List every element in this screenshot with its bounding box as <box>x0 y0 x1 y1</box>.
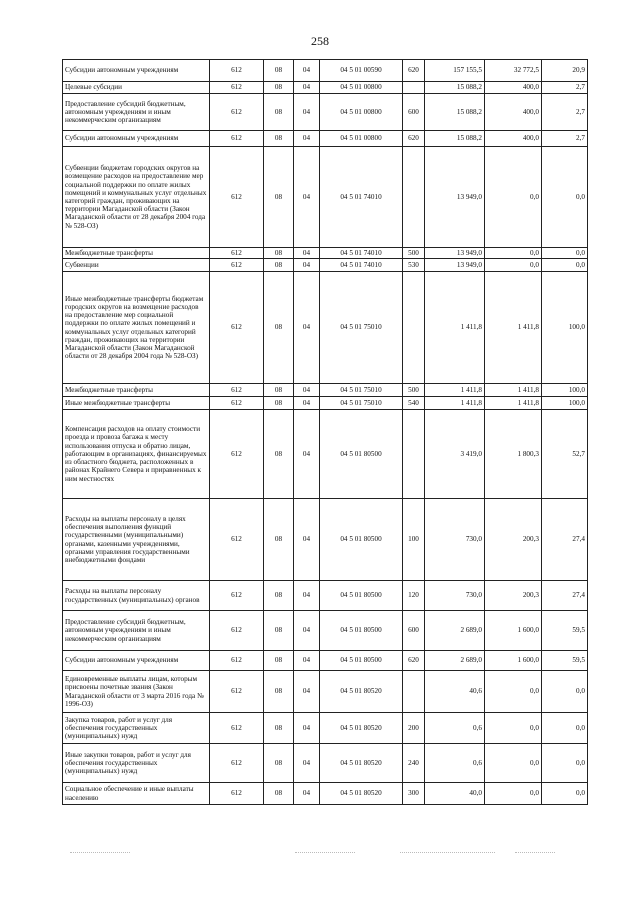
actual-amount-cell: 0,0 <box>485 783 542 805</box>
row-name-cell: Единовременные выплаты лицам, которым присвоены почетные звания (Закон Магаданской области от 3 марта 2016 года № 1996-ОЗ) <box>63 671 210 713</box>
ved-code-cell: 612 <box>210 94 264 131</box>
actual-amount-cell: 200,3 <box>485 499 542 581</box>
plan-amount-cell: 40,6 <box>425 671 485 713</box>
actual-amount-cell: 0,0 <box>485 713 542 744</box>
percent-cell: 20,9 <box>542 60 588 82</box>
target-article-cell: 04 5 01 00800 <box>320 82 403 94</box>
section-code-cell: 08 <box>264 259 294 272</box>
subsection-code-cell: 04 <box>294 60 320 82</box>
expense-type-cell <box>403 410 425 499</box>
subsection-code-cell: 04 <box>294 147 320 248</box>
target-article-cell: 04 5 01 74010 <box>320 248 403 259</box>
scan-artifacts <box>0 848 640 858</box>
expense-type-cell: 100 <box>403 499 425 581</box>
actual-amount-cell: 1 411,8 <box>485 397 542 410</box>
table-row <box>63 82 588 94</box>
table-row <box>63 60 588 82</box>
subsection-code-cell: 04 <box>294 744 320 783</box>
table-row <box>63 671 588 713</box>
section-code-cell: 08 <box>264 611 294 651</box>
target-article-cell: 04 5 01 80520 <box>320 744 403 783</box>
percent-cell: 0,0 <box>542 248 588 259</box>
ved-code-cell: 612 <box>210 82 264 94</box>
expense-type-cell <box>403 671 425 713</box>
target-article-cell: 04 5 01 75010 <box>320 397 403 410</box>
percent-cell: 0,0 <box>542 713 588 744</box>
table-row <box>63 259 588 272</box>
section-code-cell: 08 <box>264 651 294 671</box>
ved-code-cell: 612 <box>210 651 264 671</box>
expense-type-cell: 600 <box>403 611 425 651</box>
plan-amount-cell: 1 411,8 <box>425 397 485 410</box>
section-code-cell: 08 <box>264 248 294 259</box>
expense-type-cell <box>403 147 425 248</box>
percent-cell: 59,5 <box>542 651 588 671</box>
target-article-cell: 04 5 01 75010 <box>320 384 403 397</box>
expense-type-cell: 540 <box>403 397 425 410</box>
ved-code-cell: 612 <box>210 248 264 259</box>
row-name-cell: Иные межбюджетные трансферты бюджетам городских округов на возмещение расходов на предоставление мер социальной поддержки по оплате жилых помещений и коммунальных услуг отдельных категорий граждан, проживающих на территории Магаданской области (Закон Магаданской области от 28 декабря 2004 года № 528-ОЗ) <box>63 272 210 384</box>
table-row <box>63 384 588 397</box>
section-code-cell: 08 <box>264 499 294 581</box>
plan-amount-cell: 1 411,8 <box>425 272 485 384</box>
expense-type-cell: 500 <box>403 384 425 397</box>
ved-code-cell: 612 <box>210 671 264 713</box>
actual-amount-cell: 1 800,3 <box>485 410 542 499</box>
percent-cell: 0,0 <box>542 671 588 713</box>
ved-code-cell: 612 <box>210 611 264 651</box>
page-number: 258 <box>311 34 329 48</box>
percent-cell: 52,7 <box>542 410 588 499</box>
plan-amount-cell: 730,0 <box>425 581 485 611</box>
target-article-cell: 04 5 01 80520 <box>320 671 403 713</box>
ved-code-cell: 612 <box>210 783 264 805</box>
actual-amount-cell: 0,0 <box>485 671 542 713</box>
table-row <box>63 713 588 744</box>
table-row <box>63 272 588 384</box>
plan-amount-cell: 13 949,0 <box>425 147 485 248</box>
table-row <box>63 131 588 147</box>
section-code-cell: 08 <box>264 384 294 397</box>
target-article-cell: 04 5 01 80500 <box>320 581 403 611</box>
section-code-cell: 08 <box>264 94 294 131</box>
expense-type-cell: 200 <box>403 713 425 744</box>
row-name-cell: Расходы на выплаты персоналу государственных (муниципальных) органов <box>63 581 210 611</box>
subsection-code-cell: 04 <box>294 82 320 94</box>
expense-type-cell: 500 <box>403 248 425 259</box>
target-article-cell: 04 5 01 80520 <box>320 713 403 744</box>
subsection-code-cell: 04 <box>294 272 320 384</box>
plan-amount-cell: 730,0 <box>425 499 485 581</box>
table-row <box>63 581 588 611</box>
expense-type-cell: 530 <box>403 259 425 272</box>
percent-cell: 0,0 <box>542 259 588 272</box>
section-code-cell: 08 <box>264 131 294 147</box>
actual-amount-cell: 400,0 <box>485 131 542 147</box>
target-article-cell: 04 5 01 80500 <box>320 410 403 499</box>
plan-amount-cell: 15 088,2 <box>425 82 485 94</box>
table-row <box>63 94 588 131</box>
percent-cell: 100,0 <box>542 384 588 397</box>
budget-table <box>62 59 588 805</box>
table-row <box>63 499 588 581</box>
percent-cell: 2,7 <box>542 82 588 94</box>
percent-cell: 0,0 <box>542 147 588 248</box>
actual-amount-cell: 0,0 <box>485 744 542 783</box>
ved-code-cell: 612 <box>210 744 264 783</box>
subsection-code-cell: 04 <box>294 651 320 671</box>
subsection-code-cell: 04 <box>294 384 320 397</box>
percent-cell: 2,7 <box>542 131 588 147</box>
section-code-cell: 08 <box>264 671 294 713</box>
table-row <box>63 397 588 410</box>
target-article-cell: 04 5 01 80500 <box>320 651 403 671</box>
actual-amount-cell: 1 600,0 <box>485 651 542 671</box>
row-name-cell: Целевые субсидии <box>63 82 210 94</box>
section-code-cell: 08 <box>264 272 294 384</box>
percent-cell: 0,0 <box>542 783 588 805</box>
ved-code-cell: 612 <box>210 410 264 499</box>
ved-code-cell: 612 <box>210 147 264 248</box>
ved-code-cell: 612 <box>210 131 264 147</box>
target-article-cell: 04 5 01 00800 <box>320 94 403 131</box>
expense-type-cell: 620 <box>403 131 425 147</box>
subsection-code-cell: 04 <box>294 259 320 272</box>
ved-code-cell: 612 <box>210 272 264 384</box>
plan-amount-cell: 157 155,5 <box>425 60 485 82</box>
target-article-cell: 04 5 01 80520 <box>320 783 403 805</box>
row-name-cell: Субсидии автономным учреждениям <box>63 131 210 147</box>
row-name-cell: Субсидии автономным учреждениям <box>63 651 210 671</box>
target-article-cell: 04 5 01 00590 <box>320 60 403 82</box>
plan-amount-cell: 0,6 <box>425 713 485 744</box>
plan-amount-cell: 1 411,8 <box>425 384 485 397</box>
expense-type-cell: 620 <box>403 60 425 82</box>
subsection-code-cell: 04 <box>294 783 320 805</box>
subsection-code-cell: 04 <box>294 94 320 131</box>
section-code-cell: 08 <box>264 147 294 248</box>
ved-code-cell: 612 <box>210 397 264 410</box>
plan-amount-cell: 13 949,0 <box>425 248 485 259</box>
ved-code-cell: 612 <box>210 259 264 272</box>
actual-amount-cell: 400,0 <box>485 94 542 131</box>
expense-type-cell: 300 <box>403 783 425 805</box>
subsection-code-cell: 04 <box>294 499 320 581</box>
ved-code-cell: 612 <box>210 499 264 581</box>
plan-amount-cell: 2 689,0 <box>425 611 485 651</box>
percent-cell: 100,0 <box>542 272 588 384</box>
section-code-cell: 08 <box>264 82 294 94</box>
table-row <box>63 651 588 671</box>
table-row <box>63 248 588 259</box>
table-row <box>63 744 588 783</box>
subsection-code-cell: 04 <box>294 397 320 410</box>
percent-cell: 27,4 <box>542 499 588 581</box>
row-name-cell: Субсидии автономным учреждениям <box>63 60 210 82</box>
ved-code-cell: 612 <box>210 581 264 611</box>
row-name-cell: Субвенции бюджетам городских округов на возмещение расходов на предоставление мер социальной поддержки по оплате жилых помещений и коммунальных услуг отдельных категорий граждан, проживающих на территории Магаданской области (Закон Магаданской области от 28 декабря 2004 года № 528-ОЗ) <box>63 147 210 248</box>
target-article-cell: 04 5 01 80500 <box>320 499 403 581</box>
plan-amount-cell: 15 088,2 <box>425 94 485 131</box>
subsection-code-cell: 04 <box>294 581 320 611</box>
row-name-cell: Иные межбюджетные трансферты <box>63 397 210 410</box>
row-name-cell: Межбюджетные трансферты <box>63 248 210 259</box>
target-article-cell: 04 5 01 00800 <box>320 131 403 147</box>
table-row <box>63 410 588 499</box>
row-name-cell: Субвенции <box>63 259 210 272</box>
plan-amount-cell: 2 689,0 <box>425 651 485 671</box>
actual-amount-cell: 400,0 <box>485 82 542 94</box>
expense-type-cell <box>403 272 425 384</box>
percent-cell: 27,4 <box>542 581 588 611</box>
section-code-cell: 08 <box>264 713 294 744</box>
ved-code-cell: 612 <box>210 60 264 82</box>
table-row <box>63 611 588 651</box>
row-name-cell: Социальное обеспечение и иные выплаты населению <box>63 783 210 805</box>
plan-amount-cell: 15 088,2 <box>425 131 485 147</box>
subsection-code-cell: 04 <box>294 611 320 651</box>
section-code-cell: 08 <box>264 410 294 499</box>
target-article-cell: 04 5 01 80500 <box>320 611 403 651</box>
subsection-code-cell: 04 <box>294 248 320 259</box>
section-code-cell: 08 <box>264 397 294 410</box>
plan-amount-cell: 13 949,0 <box>425 259 485 272</box>
row-name-cell: Межбюджетные трансферты <box>63 384 210 397</box>
plan-amount-cell: 3 419,0 <box>425 410 485 499</box>
subsection-code-cell: 04 <box>294 671 320 713</box>
actual-amount-cell: 1 411,8 <box>485 272 542 384</box>
percent-cell: 0,0 <box>542 744 588 783</box>
percent-cell: 2,7 <box>542 94 588 131</box>
actual-amount-cell: 200,3 <box>485 581 542 611</box>
actual-amount-cell: 0,0 <box>485 248 542 259</box>
actual-amount-cell: 0,0 <box>485 259 542 272</box>
subsection-code-cell: 04 <box>294 410 320 499</box>
target-article-cell: 04 5 01 74010 <box>320 259 403 272</box>
actual-amount-cell: 1 600,0 <box>485 611 542 651</box>
subsection-code-cell: 04 <box>294 131 320 147</box>
ved-code-cell: 612 <box>210 384 264 397</box>
actual-amount-cell: 1 411,8 <box>485 384 542 397</box>
row-name-cell: Предоставление субсидий бюджетным, автономным учреждениям и иным некоммерческим организациям <box>63 611 210 651</box>
target-article-cell: 04 5 01 74010 <box>320 147 403 248</box>
percent-cell: 100,0 <box>542 397 588 410</box>
section-code-cell: 08 <box>264 744 294 783</box>
row-name-cell: Иные закупки товаров, работ и услуг для обеспечения государственных (муниципальных) нужд <box>63 744 210 783</box>
table-row <box>63 783 588 805</box>
actual-amount-cell: 32 772,5 <box>485 60 542 82</box>
expense-type-cell: 120 <box>403 581 425 611</box>
target-article-cell: 04 5 01 75010 <box>320 272 403 384</box>
row-name-cell: Расходы на выплаты персоналу в целях обеспечения выполнения функций государственными (муниципальными) органами, казенными учреждениями, органами управления государственными внебюджетными фондами <box>63 499 210 581</box>
expense-type-cell: 620 <box>403 651 425 671</box>
expense-type-cell: 240 <box>403 744 425 783</box>
expense-type-cell: 600 <box>403 94 425 131</box>
ved-code-cell: 612 <box>210 713 264 744</box>
section-code-cell: 08 <box>264 783 294 805</box>
table-row <box>63 147 588 248</box>
row-name-cell: Предоставление субсидий бюджетным, автономным учреждениям и иным некоммерческим организациям <box>63 94 210 131</box>
expense-type-cell <box>403 82 425 94</box>
percent-cell: 59,5 <box>542 611 588 651</box>
actual-amount-cell: 0,0 <box>485 147 542 248</box>
row-name-cell: Закупка товаров, работ и услуг для обеспечения государственных (муниципальных) нужд <box>63 713 210 744</box>
section-code-cell: 08 <box>264 60 294 82</box>
plan-amount-cell: 0,6 <box>425 744 485 783</box>
plan-amount-cell: 40,0 <box>425 783 485 805</box>
subsection-code-cell: 04 <box>294 713 320 744</box>
row-name-cell: Компенсация расходов на оплату стоимости проезда и провоза багажа к месту использования отпуска и обратно лицам, работающим в организациях, финансируемых из областного бюджета, расположенных в районах Крайнего Севера и приравненных к ним местностях <box>63 410 210 499</box>
section-code-cell: 08 <box>264 581 294 611</box>
